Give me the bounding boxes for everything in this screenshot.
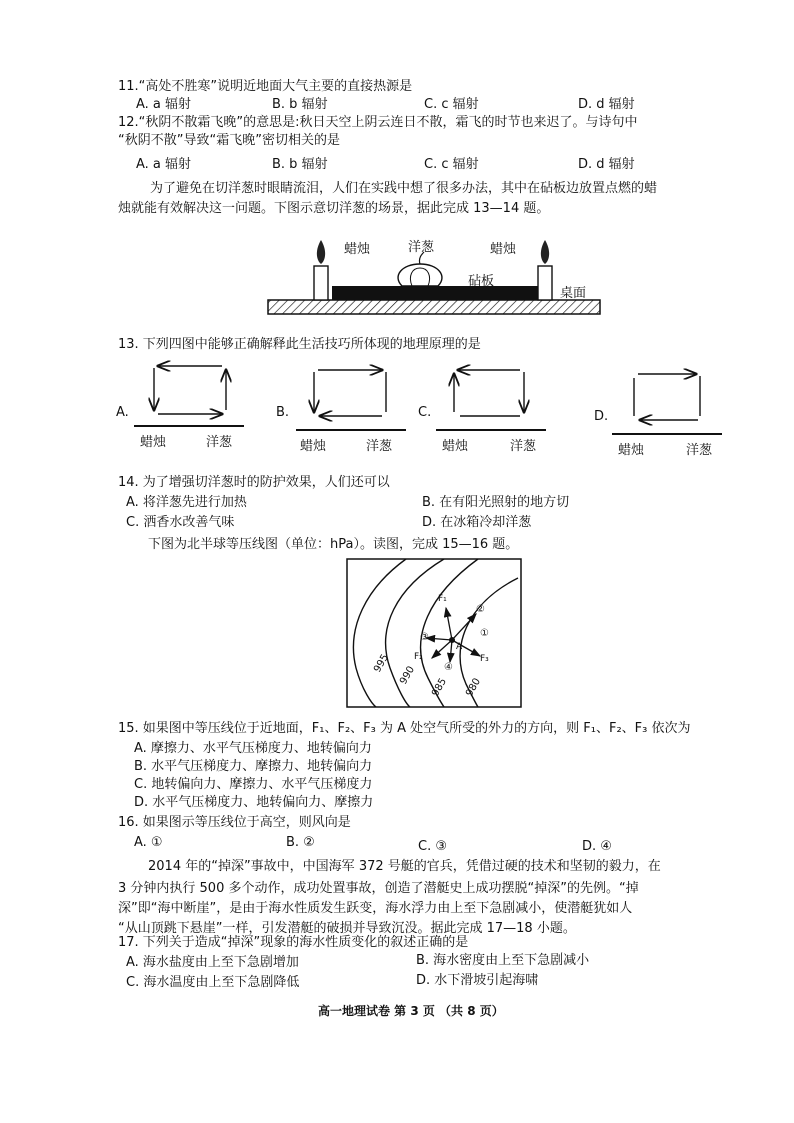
- scene-label-board: 砧板: [468, 274, 495, 289]
- scene-label-table: 桌面: [560, 286, 587, 301]
- isobar-label-980: 980: [464, 676, 484, 699]
- q11-option-b: B. b 辐射: [272, 97, 328, 112]
- q12-stem-line2: “秋阴不散”导致“霜飞晚”密切相关的是: [118, 133, 340, 148]
- isobar-label-985: 985: [430, 676, 450, 699]
- right-candle: [538, 266, 552, 300]
- q14-option-a: A. 将洋葱先进行加热: [126, 495, 247, 510]
- q16-stem: 16. 如果图示等压线位于高空，则风向是: [118, 815, 351, 830]
- q12-option-b: B. b 辐射: [272, 157, 328, 172]
- q13-c-label-onion: 洋葱: [510, 439, 537, 454]
- q13-b-label-onion: 洋葱: [366, 439, 393, 454]
- table-surface: [268, 300, 600, 314]
- intro-13-14-line1: 为了避免在切洋葱时眼睛流泪，人们在实践中想了很多办法，其中在砧板边放置点燃的蜡: [150, 181, 658, 196]
- q17-option-a: A. 海水盐度由上至下急剧增加: [126, 955, 299, 970]
- page-footer: 高一地理试卷 第 3 页 （共 8 页）: [318, 1004, 504, 1018]
- q13-option-a-letter: A.: [116, 405, 129, 420]
- wind-label-1: ①: [480, 628, 489, 639]
- force-label-f1: F₁: [438, 594, 447, 604]
- scene-label-candle-right: 蜡烛: [490, 242, 517, 257]
- q12-option-a: A. a 辐射: [136, 157, 192, 172]
- force-label-f2: F₂: [414, 652, 423, 662]
- q16-option-b: B. ②: [286, 835, 315, 850]
- intro-17-18-line4: “从山顶跳下悬崖”一样，引发潜艇的破损并导致沉没。据此完成 17—18 小题。: [118, 921, 576, 936]
- q13-option-d-letter: D.: [594, 409, 609, 424]
- q13-d-label-candle: 蜡烛: [618, 443, 645, 458]
- q12-stem-line1: 12.“秋阴不散霜飞晚”的意思是:秋日天空上阴云连日不散，霜飞的时节也来迟了。与诗句中: [118, 115, 638, 130]
- isobar-label-995: 995: [372, 652, 392, 675]
- q13-option-d-circulation-diagram: [612, 366, 722, 436]
- q16-option-a: A. ①: [134, 835, 163, 850]
- q17-option-b: B. 海水密度由上至下急剧减小: [416, 953, 590, 968]
- q16-option-c: C. ③: [418, 839, 447, 854]
- wind-label-2: ②: [476, 604, 485, 615]
- q13-option-c-circulation-diagram: [436, 362, 546, 432]
- q17-option-d: D. 水下滑坡引起海啸: [416, 973, 539, 988]
- force-label-f3: F₃: [480, 654, 489, 664]
- scene-drawing: [262, 232, 612, 324]
- q13-option-c-letter: C.: [418, 405, 432, 420]
- q17-stem: 17. 下列关于造成“掉深”现象的海水性质变化的叙述正确的是: [118, 935, 469, 950]
- q11-stem: 11.“高处不胜寒”说明近地面大气主要的直接热源是: [118, 79, 413, 94]
- q13-d-label-onion: 洋葱: [686, 443, 713, 458]
- q15-option-b: B. 水平气压梯度力、摩擦力、地转偏向力: [134, 759, 373, 774]
- scene-label-onion: 洋葱: [408, 240, 435, 255]
- intro-13-14-line2: 烛就能有效解决这一问题。下图示意切洋葱的场景，据此完成 13—14 题。: [118, 201, 550, 216]
- intro-17-18-line3: 深”即“海中断崖”，是由于海水性质发生跃变，海水浮力由上至下急剧减小，使潜艇犹如人: [118, 901, 633, 916]
- right-flame: [541, 240, 549, 264]
- left-flame: [317, 240, 325, 264]
- intro-17-18-line1: 2014 年的“掉深”事故中，中国海军 372 号艇的官兵，凭借过硬的技术和坚韧的毅力，在: [148, 859, 661, 874]
- q12-option-c: C. c 辐射: [424, 157, 479, 172]
- q11-option-d: D. d 辐射: [578, 97, 635, 112]
- q11-option-c: C. c 辐射: [424, 97, 479, 112]
- q15-option-d: D. 水平气压梯度力、地转偏向力、摩擦力: [134, 795, 374, 810]
- cutting-board: [332, 286, 538, 300]
- q14-option-c: C. 洒香水改善气味: [126, 515, 235, 530]
- q13-option-b-letter: B.: [276, 405, 290, 420]
- left-candle: [314, 266, 328, 300]
- q13-option-b-circulation-diagram: [296, 362, 406, 432]
- q13-option-a-circulation-diagram: [134, 360, 244, 430]
- q13-b-label-candle: 蜡烛: [300, 439, 327, 454]
- q15-option-a: A. 摩擦力、水平气压梯度力、地转偏向力: [134, 741, 372, 756]
- q17-option-c: C. 海水温度由上至下急剧降低: [126, 975, 300, 990]
- isobar-label-990: 990: [398, 664, 418, 687]
- q14-option-b: B. 在有阳光照射的地方切: [422, 495, 570, 510]
- q13-stem: 13. 下列四图中能够正确解释此生活技巧所体现的地理原理的是: [118, 337, 481, 352]
- intro-17-18-line2: 3 分钟内执行 500 多个动作，成功处置事故，创造了潜艇史上成功摆脱“掉深”的先例。“掉: [118, 881, 639, 896]
- wind-label-4: ④: [444, 662, 453, 673]
- q15-option-c: C. 地转偏向力、摩擦力、水平气压梯度力: [134, 777, 373, 792]
- q14-option-d: D. 在冰箱冷却洋葱: [422, 515, 532, 530]
- isobar-map-figure: [346, 558, 522, 708]
- q12-option-d: D. d 辐射: [578, 157, 635, 172]
- onion-icon: [398, 252, 442, 286]
- point-label-a: A: [456, 642, 463, 652]
- q16-option-d: D. ④: [582, 839, 612, 854]
- q11-option-a: A. a 辐射: [136, 97, 192, 112]
- q15-stem: 15. 如果图中等压线位于近地面，F₁、F₂、F₃ 为 A 处空气所受的外力的方向，则 F₁、F₂、F₃ 依次为: [118, 721, 691, 736]
- intro-15-16: 下图为北半球等压线图（单位：hPa）。读图，完成 15—16 题。: [148, 537, 519, 552]
- wind-label-3: ③: [420, 632, 429, 643]
- onion-cutting-scene-figure: [262, 232, 612, 324]
- q14-stem: 14. 为了增强切洋葱时的防护效果，人们还可以: [118, 475, 390, 490]
- q13-c-label-candle: 蜡烛: [442, 439, 469, 454]
- q13-a-label-candle: 蜡烛: [140, 435, 167, 450]
- q13-a-label-onion: 洋葱: [206, 435, 233, 450]
- scene-label-candle-left: 蜡烛: [344, 242, 371, 257]
